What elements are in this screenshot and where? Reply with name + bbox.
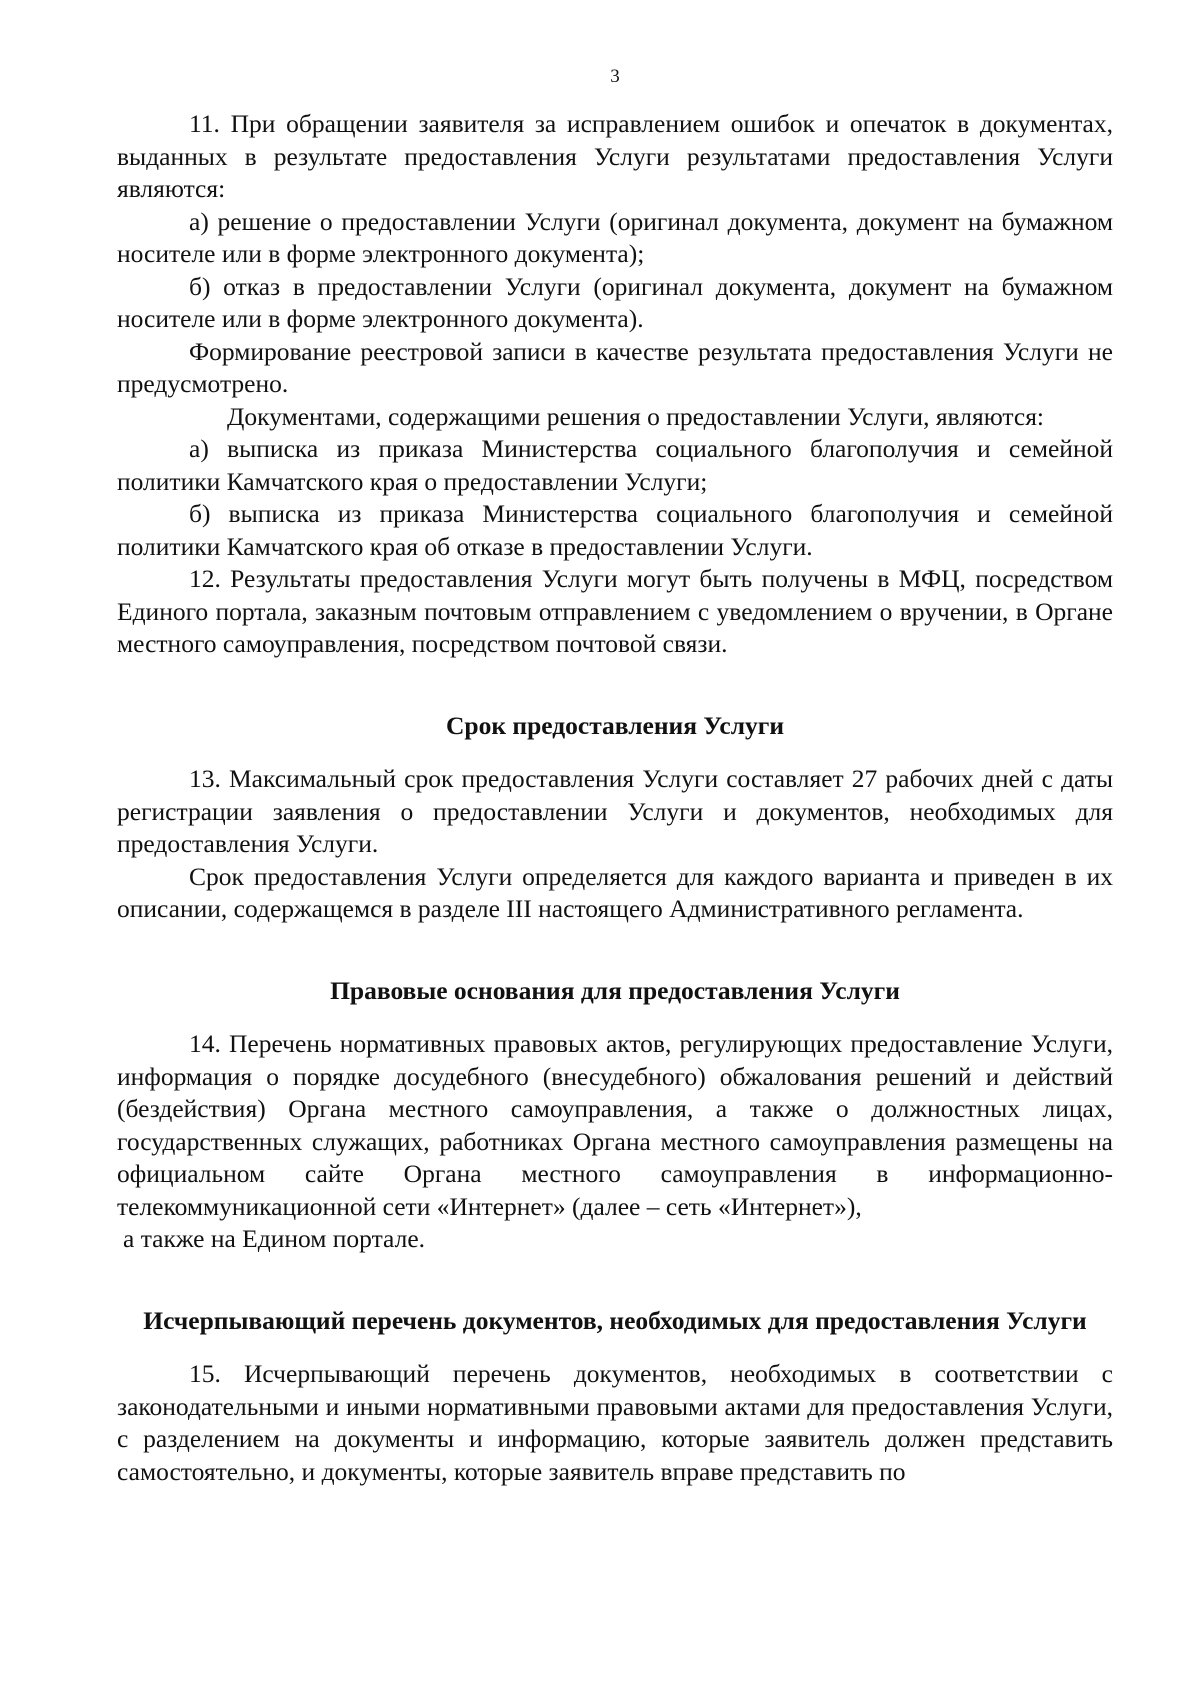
paragraph-11-documents-intro: Документами, содержащими решения о предоставлении Услуги, являются: bbox=[227, 401, 1045, 431]
paragraph-12: 12. Результаты предоставления Услуги могут быть получены в МФЦ, посредством Единого портала, заказным почтовым отправлением с уведомлением о вручении, в Органе местного самоуправления, посредством почтовой связи. bbox=[117, 564, 1113, 658]
section-heading-legal-basis: Правовые основания для предоставления Услуги bbox=[330, 975, 900, 1005]
paragraph-11-documents-item-a: а) выписка из приказа Министерства социального благополучия и семейной политики Камчатского края о предоставлении Услуги; bbox=[117, 434, 1113, 496]
section-heading-srok: Срок предоставления Услуги bbox=[445, 710, 785, 740]
paragraph-14-portal: а также на Едином портале. bbox=[123, 1224, 426, 1253]
paragraph-11-registry-note: Формирование реестровой записи в качестве результата предоставления Услуги не предусмотрено. bbox=[117, 336, 1113, 398]
paragraph-13: 13. Максимальный срок предоставления Услуги составляет 27 рабочих дней с даты регистрации заявления о предоставлении Услуги и документов, необходимых для предоставления Услуги. bbox=[117, 764, 1113, 858]
paragraph-11: 11. При обращении заявителя за исправлением ошибок и опечаток в документах, выданных в результате предоставления Услуги результатами предоставления Услуги являются: bbox=[117, 109, 1113, 203]
paragraph-11-item-a: а) решение о предоставлении Услуги (оригинал документа, документ на бумажном носителе или в форме электронного документа); bbox=[117, 206, 1113, 268]
paragraph-15: 15. Исчерпывающий перечень документов, необходимых в соответствии с законодательными и иными нормативными правовыми актами для предоставления Услуги, с разделением на документы и информацию, которые заявитель должен представить самостоятельно, и документы, которые заявитель вправе представить по bbox=[117, 1359, 1113, 1486]
paragraph-11-documents-item-b: б) выписка из приказа Министерства социального благополучия и семейной политики Камчатского края об отказе в предоставлении Услуги. bbox=[117, 499, 1113, 561]
paragraph-14: 14. Перечень нормативных правовых актов, регулирующих предоставление Услуги, информация о порядке досудебного (внесудебного) обжалования решений и действий (бездействия) Органа местного самоуправления, а также о должностных лицах, государственных служащих, работниках Органа местного самоуправления размещены на официальном сайте Органа местного самоуправления в информационно-телекоммуникационной сети «Интернет» (далее – сеть «Интернет»), bbox=[117, 1029, 1113, 1221]
page-number: 3 bbox=[610, 66, 620, 87]
section-heading-documents-list: Исчерпывающий перечень документов, необходимых для предоставления Услуги bbox=[143, 1305, 1087, 1335]
paragraph-13-variants: Срок предоставления Услуги определяется для каждого варианта и приведен в их описании, содержащемся в разделе III настоящего Административного регламента. bbox=[117, 861, 1113, 923]
paragraph-11-item-b: б) отказ в предоставлении Услуги (оригинал документа, документ на бумажном носителе или в форме электронного документа). bbox=[117, 271, 1113, 333]
